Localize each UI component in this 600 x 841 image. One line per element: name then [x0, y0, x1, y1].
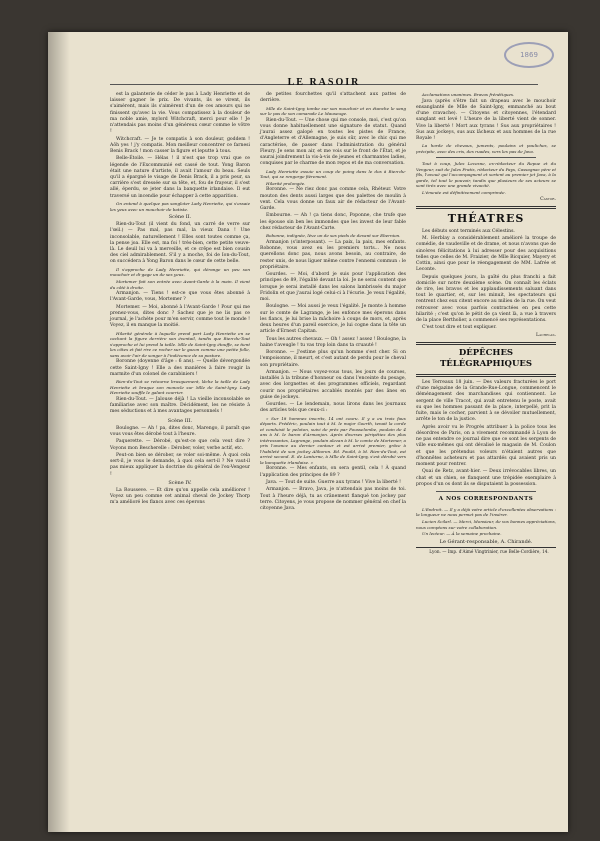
- column-2: [260, 92, 406, 513]
- paragraph: Witchcraft. — Je te compatis à son douleur, goddem ! Aôh yes ! j'y compatis. Mon meilleur concentrer ce farnesi Benis Brack ! mon casser la figure et leputte à tous.: [110, 136, 250, 155]
- paragraph: Tous les autres chevaux. — Oh ! assez ! assez ! Boulogne, la haine t'aveugle ! tu vas trop loin dans ta cruauté !: [260, 336, 406, 348]
- section-divider: [416, 374, 556, 377]
- paragraph: de petites fourchettes qu'il s'attachent aux pattes de derrière.: [260, 92, 406, 104]
- paragraph: Rien-du-Tout (il vient du fond, un carré de verre sur l'œil.) — Pas mal, pas mal, la vieux Dana ! Une inconsolable, naturellement ! Elles sont toutes comme ça, la pense joa. Elle est, ma foi ! très-bien, cette petite veuve-là. Le deuil lui va à merveille, et ce crêpe est bien cousin des ciel admirablement. S'il y a moche, foi de Ion-du-Tout, on succédera à Yong Baron dans le cœur de cette belle.: [110, 222, 250, 265]
- quoted-report: « Sur 18 hommes inscrits, 14 ont couru. Il y a eu trois faux départs. Frédéric, poulain tout à M. le major Goerth, tenait la corde et conduisit le peloton, suivi de près par Fousselombe, poulain de 4 ans à M. le baron d'Armanjon. Après diverses péripéties des plus intéressantes, Lagrange, poulain alezan à M. le comte de Mortemer, a pris l'avance au dernier contour et est arrivé premier, grâce à l'habileté de son jockey Aliboron. Ed. Pouild, à M. Rien-du-Tout, est arrivé second. E. de Lanturne, à Mlle de Saint-Igny, s'est dérobé vers la banquette irlandaise. »: [260, 415, 406, 465]
- correspondents-heading: A NOS CORRESPONDANTS: [438, 495, 534, 502]
- paragraph: Mortemer. — Moi, abonné à l'Avant-Garde ! Pour qui me prenez-vous, dites donc ? Sachez que je ne lis pas ce journal, je l'achète pour m'en servir, comme tout le monde ! Voyez, il en manque la moitié.: [110, 304, 250, 329]
- gerant-line: Le Gérant-responsable, A. Chirandé.: [439, 538, 533, 545]
- stage-direction: Rien-du-Tout se retourne brusquement, lâche la taille de Lady Henriette et braque son monocle sur Mlle de Saint-Igny. Lady Henriette souffle le galant courrier.: [110, 379, 250, 396]
- scene-heading: Scène II.: [168, 214, 192, 221]
- masthead-title: LE RASOIR: [287, 77, 361, 88]
- stage-direction: Bobonne, indignée, lève un de ses pieds de devant sur Ebernion.: [266, 233, 401, 239]
- correspondent-note: L'Endroit. — Il y a déjà votre article d'excellentes observations : la longueur ne nous permet pas de l'insérer.: [416, 506, 556, 518]
- column-1: [110, 92, 250, 508]
- printer-imprint: Lyon. — Imp. d'Aimé Vingtrinier, rue Belle-Cordière, 14.: [416, 547, 556, 555]
- theatres-heading: THÉATRES: [447, 211, 525, 225]
- paragraph: Rien-du-Tout. — Une chose qui me console, moi, c'est qu'on vous donne habituellement une signature de statut. Quand j'aurai assez galopé en toutes les pistes de France, d'Angleterre et d'Allemagne, je suis sûr, avec le chic qui me caractérise, de passer dans l'administration du général Fleury. Je sens mon air, et me vois sur le front de l'État, et je saurai joindrement la vis-à-vis de jeunes et charmantes ladies, conquises par le charme de mon repos et de ma conversation.: [260, 117, 406, 167]
- paragraph: Les débuts sont terminés aux Célestins.: [422, 228, 515, 234]
- paragraph: Armanjon. — Nous voyez-vous tous, les jours de courses, installés à la tribune d'honneur ou dans l'enceinte du pesage, avec des lorgnettes et des programmes officiels, regardant courir nos propriétaires accablés montés par des ânes en guise de jockeys.: [260, 369, 406, 400]
- library-stamp: [504, 42, 554, 68]
- paragraph: Paquerette. — Dérobé, qu'est-ce que cela veut dire ? Voyons mon Bescherelle : Dérober, voler, verbe actif, etc.: [110, 439, 250, 451]
- stage-direction: Acclamations unanimes. Bravos frénétiques.: [422, 92, 515, 97]
- paragraph: Peut-on bien se dérober, se voler soi-même. À quoi cela sert-il, je vous le demande, à quoi cela sert-il ? Ne vaut-il pas mieux appliquer la doctrine du général de l'ex-Vengeur !: [110, 452, 250, 477]
- divider: [436, 491, 536, 492]
- stage-direction: Mlle de Saint-Igny tombe sur son mouchoir et en étanche le sang sur le pas de son camarade Le Mauseuge.: [260, 105, 406, 117]
- stage-direction: Lady Henriette essuie un coup de poing dans le dos à Rien-du-Tout, qui se rengorge fièrement.: [260, 168, 406, 180]
- stage-direction: Tout à coup, Jules Lecesne, ex-rédacteur du Repue et du Vengeur, suit de Jules Fratis, rédacteur du Pays, Cassagnac père et fils, l'avoué qui l'accompagnent et sortent au premier jet Java, à la garde, tel tout le pouvoir, tandis que plusieurs de ses acteurs se sont tirés avec une grande vivacité.: [416, 161, 556, 189]
- paragraph: Boronne (doyenne d'âge : 6 ans). — Quelle dévergondée cette Saint-Igny ! Elle a des manières à faire rougir la marmite d'un colonel de carabiniers !: [110, 359, 250, 377]
- newspaper-page: [48, 32, 568, 832]
- section-divider: [416, 206, 556, 209]
- paragraph: Après avoir vu le Progrès attribuer à la police tous les désordres de Paris, on a vivement recommandé à Lyon de ne pas entendre ce journal dire que ce sont les sergents de ville eux-mêmes qui ont dévalisé le magasin de M. Coulon et que les prétendus voleurs n'étaient autres que d'honnêtes acheteurs et pas attardés qui avaient pris un moment pour rentrer.: [416, 424, 556, 467]
- paragraph: Les Terreaux 18 juin. — Des valeurs fracturées le port d'une mégazine de la Grande-Rue-Longue, commencent le déménagement des marchandises qui contiennent. Le sergent de ville Tracot, qui avait entretenu le poste, avait su que les hommes passant de la place, interpellé, prit la fuite, mais le cocher, parvient à se dévoiler mutuellement, arrête le ton de la justice.: [416, 380, 556, 423]
- paragraph: Embourne. — Ah ! ça tiens donc, Poponne, che trufe que les épouse sin ben les immondes que les invest de leur fable chez rédacteur de l'Avant-Carte.: [260, 213, 406, 231]
- paragraph: M. Herblay a considérablement amélioré la troupe de comédie, de vaudeville et de drame, et nous n'avons que de sincères félicitations à lui adresser pour des acquisitions telles que celles de M. Fraizier, de Mlle Bicquier, Mayery et Cottin, ainsi que pour le réengagement de MM. Lafrée et Leconte.: [416, 236, 556, 273]
- paragraph: La Rousseve. — Et dire qu'on appelle cela amélliorer ! Voyez un peu comme cet animal cheval de Jockey Thorp m'a amélioré les flancs avec ces éperons: [110, 487, 250, 506]
- stage-direction: Mortemer fait son entrée avec Avant-Garde à la main. Il vient du côté à droite.: [110, 279, 250, 290]
- masthead: [110, 70, 538, 88]
- paragraph: Gourdes. — Le lendemain, nous lirons dans les journaux des articles tels que ceux-ci :: [260, 402, 406, 414]
- stage-direction: On entend à quelque pas sangloter Lady Henriette, qui s'essaie les yeux avec un mouchoir de batiste.: [110, 201, 250, 212]
- signature: Lachelas.: [536, 332, 556, 338]
- paragraph: Boronne. — Ne riez donc pas comme cela, Rhéteur. Votre mouton des dents aussi larges que des palettes de moulin à vent. Cela vous donne un faux air de rédacteur de l'Avant-Garde.: [260, 187, 406, 212]
- paragraph: est la galanterie de céder le pas à Lady Henriette et de laisser gagner le prix. De vivants, ils se virent, ils s'aimèrent, mais ils s'aimèrent d'un de ces amours qui ne finissent qu'avec la vie. Vous compatissez à la douleur de ma noble amie, mylord Witchcraft, merci pour elle ! Je n'attendais pas moins d'un généreux cœur comme le vôtre !: [110, 92, 250, 135]
- paragraph: Quai de Retz, avant-hier. — Deux irrévocables libres, un chat et un chien, se flanquent une trépidée exemplaire à propos d'un os dont ils se disputaient la possession.: [416, 469, 556, 487]
- paragraph: Belle-Étoile. — Hélas ! il n'est que trop vrai que ce légende de l'Excommunié est cassé de tout. Yong Baron était une nature d'artiste, il avait l'amour du beau. Seuls qu'il a épargné le visage de Denis Brack, il a pris peur, sa carrière s'est dressée sur sa tête, et, fou de frayeur, il s'est allé, éperdu, se jeter dans la banquette irlandaise. Il eut traversé un incendie pour échapper à cette apparition.: [110, 156, 250, 199]
- section-divider: [416, 342, 556, 345]
- paragraph: Boronne. — Mes enfants, on sera gentil, cela ! À quand l'application des principes de 89 ?: [260, 466, 406, 478]
- stage-direction: Hilarité prolongée.: [266, 180, 306, 186]
- paragraph: Java (après s'être fait un drapeau avec le mouchoir ensanglanté de Mlle de Saint-Igny, emmanché au bout d'une cravache). — Citoyens et citoyennes, l'étendard sanglant est levé ! L'heure de la liberté vient de sonner. Vive la liberté ! Mort aux tyrans ! Sus aux propriétaires ! Sus aux jockeys, sus aux lâcheux et aux hommes de la rue Royale !: [416, 98, 556, 141]
- paragraph: Armanjon. — Bravo, Java, je n'attendais pas moins de toi. Tout à l'heure déjà, tu as crânement flanqué ton jockey par terre. Citoyens, je vous propose de nommer général en chef la citoyenne Java.: [260, 487, 406, 512]
- column-3: [416, 92, 556, 556]
- stage-direction: Hilarité générale à laquelle prend part Lady Henriette en se cachant la figure derrière son éventail, tandis que Rien-du-Tout s'approche et lui prend la taille. Mlle de Saint-Igny étouffe, se tient les côtes et fait rire ce rocher sur le gazon comme une petite folle, sans avoir l'air de songer à l'indécence de sa posture.: [110, 330, 250, 358]
- paragraph: Boulogne. — Moi aussi je veux l'égalité. Je monte à homme sur le comte de Lagrange, je les enfonce mes éperons dans les flancs, je lui brise la mâchoire à coups de mors, et, après deux heures d'un pareil exercice, je lui cogne dans la tête un article d'Ernest Capitan.: [260, 304, 406, 335]
- correspondent-note: Lucien Scilarl. — Merci, Monsieur, de vos bonnes appréciations, nous comptons sur votre collaboration.: [416, 519, 556, 530]
- paragraph: Boulogne. — Ah ! pa, dites donc, Marengo, il paraît que vous vous êtes dérobé tout à l'heure.: [110, 425, 250, 437]
- paragraph: C'est tout dire et tout expliquer.: [422, 325, 497, 331]
- depeches-heading: DÉPÊCHES TÉLÉGRAPHIQUES: [439, 348, 532, 370]
- stage-direction: Il s'approche de Lady Henriette, qui dérange un peu son mouchoir et di-gage un de ses yeux.: [110, 266, 250, 278]
- stage-direction: L'émeute est définitivement comprimée.: [422, 189, 506, 195]
- correspondent-note: Un lecteur. — À la semaine prochaine.: [422, 531, 502, 537]
- paragraph: Boronne. — J'estime plus qu'un homme s'est cher. Si on l'empoisonne, il meurt, et c'est autant de perdu pour le cheval son propriétaire.: [260, 350, 406, 368]
- scene-heading: Scène III.: [167, 417, 193, 424]
- paragraph: Java. — Tout de suite. Guerre aux tyrans ! Vive la liberté !: [266, 480, 401, 486]
- paragraph: Gourdes. — Moi, d'abord je suis pour l'application des principes de 89, l'égalité devant la loi. Je ne serai content que lorsque je serai installé dans les salons lambrissés du major Fridolin et que j'aurai logé celui-ci à l'écurie. Je veux l'égalité, moi.: [260, 272, 406, 302]
- divider: [436, 157, 536, 158]
- scene-heading: Scène IV.: [168, 479, 192, 486]
- paragraph: Armanjon (s'interposant). — La paix, la paix, mes enfants. Robonne, vous avez eu les premiers torts... Ne nous querellons donc pas, nous avons besoin, au contraire, de rester unis, de nous liguer même contre l'ennemi commun : le propriétaire.: [260, 239, 406, 270]
- stamp-text: 1869: [520, 51, 538, 59]
- signature: Castor.: [540, 196, 556, 202]
- stage-direction: La horde de chevaux, juments, poulains et pouliches, se précipite, avec des cris, des ruades, vers les pas de Java.: [416, 143, 556, 154]
- paragraph: Armanjon. — Tiens ! est-ce que vous êtes abonné à l'Avant-Garde, vous, Mortemer ?: [110, 291, 250, 303]
- paragraph: Depuis quelques jours, la gaîté du plus franchi a fait domicile sur notre deuxième scène. On connaît les éclats de rire, les bravos et les applaudissements saluant dans tout le quartier, et, sur les minuit, les spectateurs qui rentrent chez eux citent encore au milieu de la rue. On veut retrouver avec vous parfois contractées en peu cette hilarité ; c'est qu'on le pétit de ça vient là, a vue à travers de la place Bertholier, a commencé ses représentations.: [416, 274, 556, 324]
- paragraph: Rien-du-Tout. — Jalouse déjà ! La vieille inconsolable se familiarise avec son maître. Décidément, les ne résiste à mes séductions et à mes avantages personnels !: [110, 396, 250, 415]
